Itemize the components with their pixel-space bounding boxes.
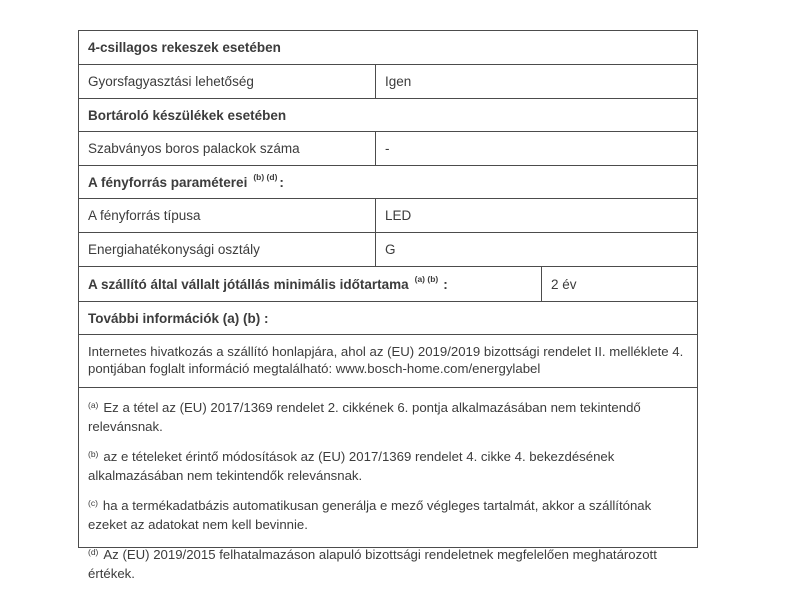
section-title <box>79 166 697 198</box>
row-value-cell <box>376 233 697 266</box>
row-warranty <box>79 266 697 301</box>
row-label: Energiahatékonysági osztály <box>88 242 260 257</box>
row-label-colon: : <box>443 276 448 292</box>
row-label-cell <box>79 267 542 301</box>
row-energy-class <box>79 232 697 266</box>
footnote-marker: (c) <box>88 498 98 508</box>
section-title-text: Bortároló készülékek esetében <box>88 107 287 123</box>
row-value-cell <box>376 65 697 98</box>
website-note-cell <box>79 335 697 387</box>
superscript-refs: (a) (b) <box>414 274 439 284</box>
section-row-light-params <box>79 165 697 198</box>
footnote-text: Ez a tétel az (EU) 2017/1369 rendelet 2. cikkének 6. pontja alkalmazásában nem tekintendő relevánsnak. <box>88 400 641 434</box>
row-value: G <box>385 242 396 257</box>
row-label: Gyorsfagyasztási lehetőség <box>88 74 254 89</box>
section-row-wine <box>79 98 697 131</box>
row-label: A fényforrás típusa <box>88 208 201 223</box>
footnote-b <box>88 448 688 484</box>
row-website-note <box>79 334 697 387</box>
section-title-text: További információk (a) (b) : <box>88 310 269 326</box>
row-label: Szabványos boros palackok száma <box>88 141 300 156</box>
section-row-more-info <box>79 301 697 334</box>
row-label: A szállító által vállalt jótállás minimális időtartama <box>88 276 409 292</box>
row-value: Igen <box>385 74 412 89</box>
footnote-marker: (b) <box>88 449 99 459</box>
footnote-marker: (d) <box>88 547 99 557</box>
row-value-cell <box>376 199 697 232</box>
product-fiche-table <box>78 30 698 581</box>
footnote-c <box>88 497 688 533</box>
section-title <box>79 99 697 131</box>
footnote-d <box>88 546 688 582</box>
row-label-cell <box>79 199 376 232</box>
section-title <box>79 302 697 334</box>
row-light-type <box>79 198 697 232</box>
row-wine-bottles <box>79 131 697 165</box>
row-footnotes <box>79 387 697 581</box>
superscript-refs: (b) (d) <box>253 172 278 182</box>
row-value-cell <box>542 267 697 301</box>
row-value: LED <box>385 208 412 223</box>
row-value: - <box>385 141 390 156</box>
footnote-text: az e tételeket érintő módosítások az (EU) 2017/1369 rendelet 4. cikke 4. bekezdésének alkalmazásában nem tekintendők relevánsnak. <box>88 449 615 483</box>
footnotes-cell <box>79 388 697 581</box>
row-label-cell <box>79 233 376 266</box>
row-value-cell <box>376 132 697 165</box>
section-row-four-star <box>79 31 697 64</box>
row-quick-freeze <box>79 64 697 98</box>
section-title-colon: : <box>279 174 284 190</box>
website-note-text: Internetes hivatkozás a szállító honlapjára, ahol az (EU) 2019/2019 bizottsági rendelet II. melléklete 4. pontjában foglalt információ megtalálható: www.bosch-home.com/energylabel <box>88 344 684 376</box>
footnote-text: ha a termékadatbázis automatikusan generálja e mező végleges tartalmát, akkor a szállítónak ezeket az adatokat nem kell bevinnie. <box>88 498 652 532</box>
footnote-marker: (a) <box>88 400 99 410</box>
section-title <box>79 31 697 64</box>
footnote-text: Az (EU) 2019/2015 felhatalmazáson alapuló bizottsági rendeletnek megfelelően meghatározott értékek. <box>88 547 657 581</box>
row-label-cell <box>79 132 376 165</box>
row-value: 2 év <box>551 276 577 292</box>
section-title-text: A fényforrás paraméterei <box>88 174 248 190</box>
footnote-a <box>88 399 688 435</box>
row-label-cell <box>79 65 376 98</box>
section-title-text: 4-csillagos rekeszek esetében <box>88 40 281 55</box>
